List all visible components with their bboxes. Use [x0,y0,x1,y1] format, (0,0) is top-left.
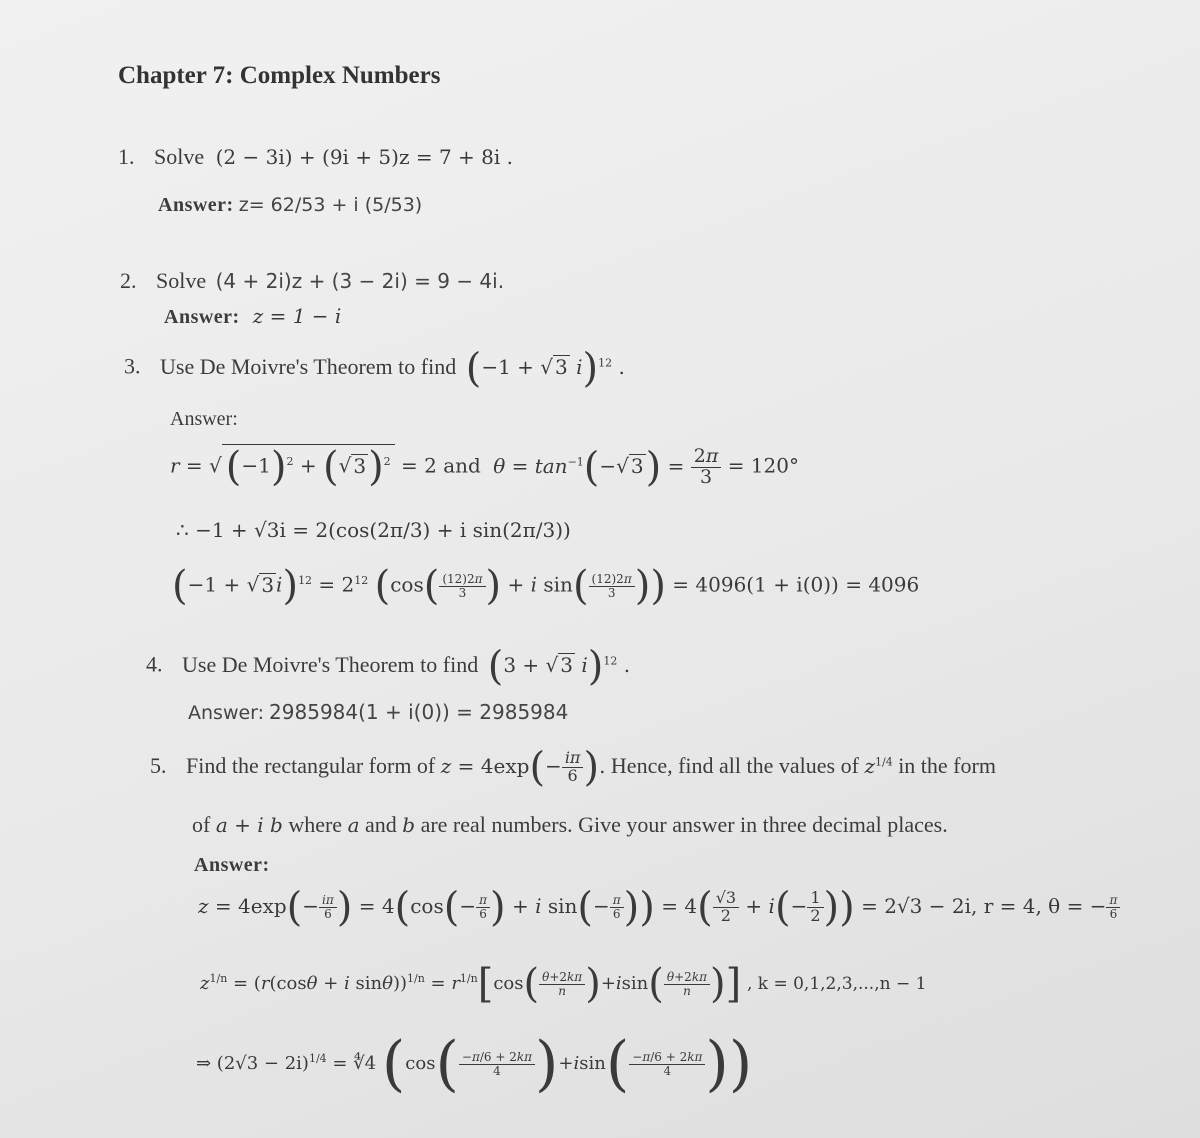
answer-2-label: Answer: [164,306,240,328]
question-3-exponent: 12 [598,355,613,369]
answer-5-line3-prefix: ⇒ (2√3 − 2i) [196,1053,309,1074]
chapter-title: Chapter 7: Complex Numbers [118,62,441,89]
question-4-text: Use De Moivre's Theorem to find [182,651,479,677]
answer-5-line2: $z^{1/n} = (r(\cos\theta + i$ $\sin\theta))^{1/n} = r^{1/n}[\cos$( $\frac{\theta+2k\pi}{n}$ )+isin( $\frac{\theta+2k\pi}{n}$ )] , k = 0,1,2,3,...,n − 1 [200,961,927,1007]
question-4-number: 4. [146,651,163,677]
answer-3-polar-form: ∴ −1 + √3i = 2(cos(2π/3) + i sin(2π/3)) [176,518,571,542]
question-5-text6: and [365,812,397,837]
question-5: 5. Find the rectangular form of z = 4exp(− $\frac{i\pi}{6}$ ). Hence, find all the values of $z^{1/4}$ in the form [150,744,996,791]
question-5-number: 5. [150,752,167,778]
question-3-expression: (−1 + √ 3 i)$^{12}$ . [465,345,625,391]
question-2 [120,268,504,294]
question-4-exponent: 12 [603,653,618,667]
question-5-text4: of [192,812,211,837]
answer-1-value: z= 62/53 + i (5/53) [238,194,423,216]
answer-5-line1-result: = 2√3 − 2i, r = 4, θ = − [861,893,1107,918]
question-3-text: Use De Moivre's Theorem to find [160,353,457,379]
answer-2 [164,304,341,329]
question-2-equation: (4 + 2i)z + (3 − 2i) = 9 − 4i. [215,269,505,293]
answer-2-value: z = 1 − i [252,304,342,328]
question-4 [146,643,631,689]
question-1-equation: (2 − 3i) + (9i + 5)z = 7 + 8i . [215,145,513,169]
answer-3-power-result: = 4096(1 + i(0)) = 4096 [672,572,920,597]
question-5-text2: Hence, find all the values of [610,752,859,778]
question-5-text1: Find the rectangular form of [186,752,436,778]
answer-5-line3: ⇒ $(2√3 - 2i)^{1/4}$ = ∜4 (cos( $\frac{-\pi/6 + 2k\pi}{4}$ )+isin( $\frac{-\pi/6 + 2k\pi}{4}$ )) [196,1029,753,1099]
question-5-z-expr: z = 4exp(− $\frac{i\pi}{6}$ ). [440,744,606,791]
answer-3-theta: θ = tan [493,453,568,478]
answer-1-label: Answer: [158,194,234,216]
question-1-number: 1. [118,144,135,169]
answer-3-angle: = 120° [727,453,799,478]
answer-3-r-line: r = √ $(-1)^2$ + (√ 3)$^2$ = 2 and $\theta = \tan^{-1}(-√$ 3) = $\frac{2\pi}{3}$ = 120° [170,444,799,490]
question-5-line2: of a + i b where a and b are real numbers. Give your answer in three decimal places. [192,812,948,837]
question-5-text3: in the form [898,752,996,778]
answer-4-value: 2985984(1 + i(0)) = 2985984 [269,700,569,724]
question-5-text7: are real numbers. Give your answer in three decimal places. [420,812,948,837]
answer-5-k-range: , k = 0,1,2,3,...,n − 1 [746,974,927,994]
question-2-number: 2. [120,268,137,293]
answer-3-power-line: (−1 + √ 3 $i)^{12} = 2^{12}$ (cos( $\frac{(12)2\pi}{3}$ ) + i sin( $\frac{(12)2\pi}{3}$ )) = 4096(1 + i(0)) = 4096 [172,563,920,609]
question-4-expression: (3 + √ 3 i)$^{12}$ . [487,643,631,689]
answer-5-line1: z = 4exp(− $\frac{i\pi}{6}$ ) = 4(cos(− $\frac{\pi}{6}$ ) + i sin(− $\frac{\pi}{6}$ )) = 4( $\frac{√3}{2}$ + i(− $\frac{1}{2}$ )) = 2√3 − 2i, r = 4, θ = − $\frac{\pi}{6}$ [198,890,1120,925]
answer-3-label: Answer: [170,408,238,430]
question-2-solve: Solve [156,268,207,293]
answer-4-label: Answer: [188,702,265,724]
answer-4 [188,700,568,725]
question-1-solve: Solve [154,144,205,169]
answer-1 [158,194,422,217]
question-1 [118,144,513,170]
question-3 [124,345,625,391]
answer-3-r-result: = 2 and [401,453,481,478]
answer-5-label: Answer: [194,854,270,876]
question-3-number: 3. [124,353,141,379]
question-5-text5: where [288,812,343,837]
answer-5-line3-root: = ∜4 [332,1053,377,1074]
